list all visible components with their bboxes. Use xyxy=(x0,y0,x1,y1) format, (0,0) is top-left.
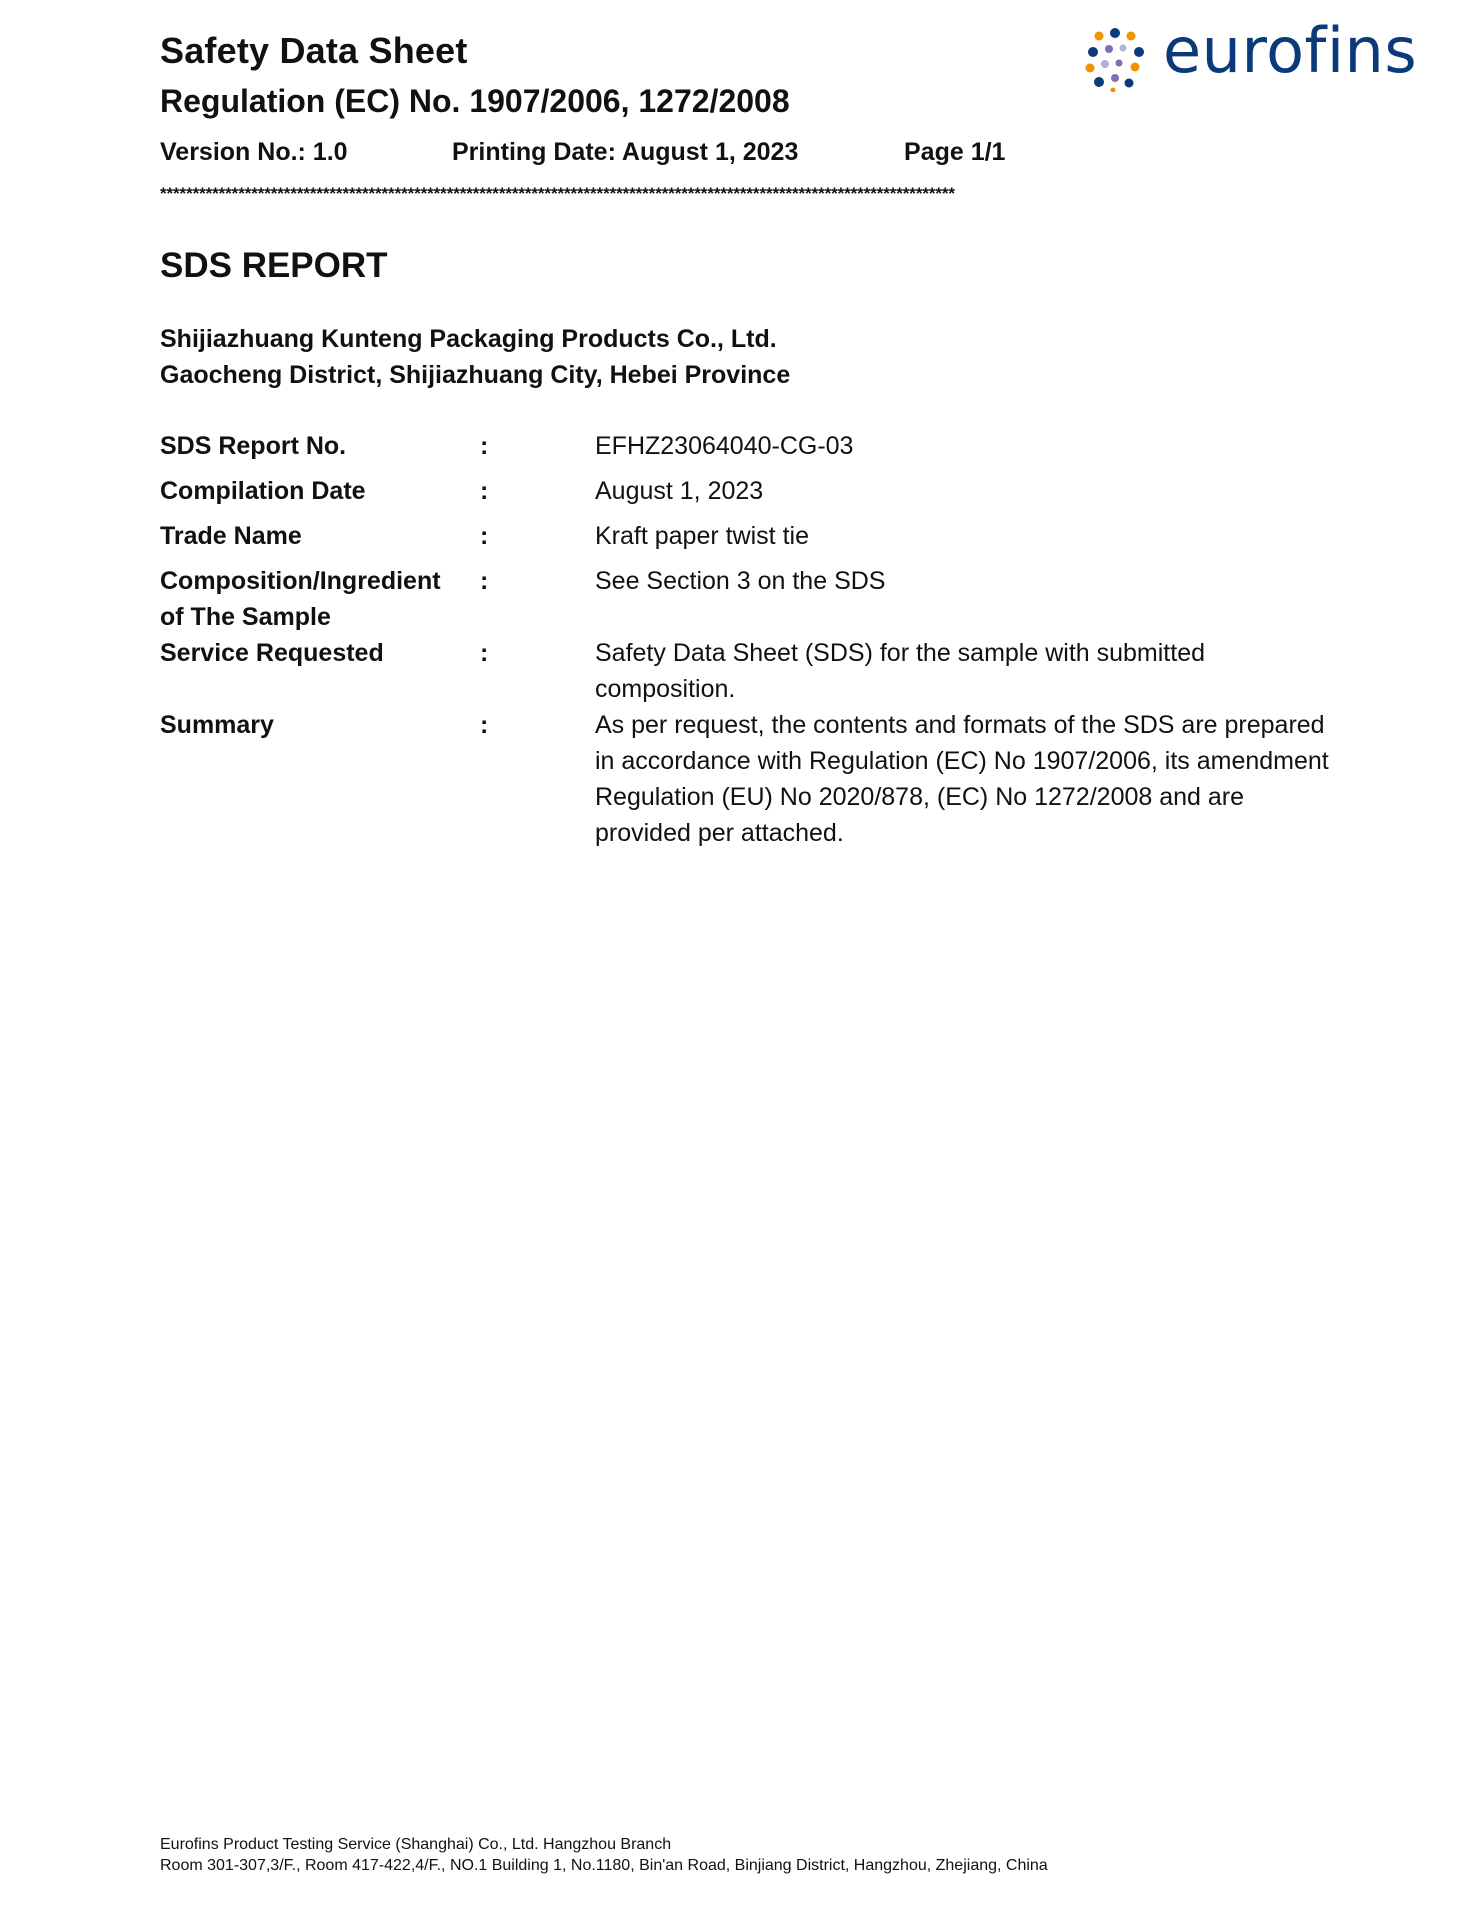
eurofins-dots-icon xyxy=(1085,28,1149,92)
separator-line: ************************************************************************************************************************** xyxy=(160,184,955,203)
page-number: Page 1/1 xyxy=(904,138,1006,166)
field-value-trade-name: Kraft paper twist tie xyxy=(595,522,809,550)
field-label-compilation-date: Compilation Date xyxy=(160,477,366,505)
company-block xyxy=(160,321,790,393)
field-colon: : xyxy=(480,567,489,595)
footer-company: Eurofins Product Testing Service (Shanghai) Co., Ltd. Hangzhou Branch xyxy=(160,1836,672,1853)
field-value-summary: As per request, the contents and formats of the SDS are prepared in accordance with Regulation (EC) No 1907/2006, its amendment Regulation (EU) No 2020/878, (EC) No 1272/2008 and are provided per attached. xyxy=(595,711,1329,847)
field-label-report-no: SDS Report No. xyxy=(160,432,347,460)
printing-date: Printing Date: August 1, 2023 xyxy=(452,138,799,166)
page-footer xyxy=(160,1834,1048,1876)
regulation-line: Regulation (EC) No. 1907/2006, 1272/2008 xyxy=(160,83,790,119)
field-value-service-requested: Safety Data Sheet (SDS) for the sample with submitted composition. xyxy=(595,639,1205,703)
report-title: SDS REPORT xyxy=(160,246,388,285)
company-name: Shijiazhuang Kunteng Packaging Products Co., Ltd. xyxy=(160,325,777,353)
field-colon: : xyxy=(480,432,489,460)
footer-address: Room 301-307,3/F., Room 417-422,4/F., NO.1 Building 1, No.1180, Bin'an Road, Binjiang District, Hangzhou, Zhejiang, China xyxy=(160,1857,1048,1874)
field-label-composition: Composition/Ingredient of The Sample xyxy=(160,567,441,631)
field-label-summary: Summary xyxy=(160,711,274,739)
eurofins-logo xyxy=(1085,14,1418,96)
version-number: Version No.: 1.0 xyxy=(160,138,348,166)
logo-wordmark: eurofins xyxy=(1163,14,1418,87)
field-value-report-no: EFHZ23064040-CG-03 xyxy=(595,432,854,460)
company-address: Gaocheng District, Shijiazhuang City, Hebei Province xyxy=(160,361,791,389)
field-colon: : xyxy=(480,477,489,505)
field-colon: : xyxy=(480,711,489,739)
field-label-service-requested: Service Requested xyxy=(160,639,384,667)
field-colon: : xyxy=(480,522,489,550)
field-colon: : xyxy=(480,639,489,667)
field-value-compilation-date: August 1, 2023 xyxy=(595,477,764,505)
document-title: Safety Data Sheet xyxy=(160,30,468,71)
field-label-trade-name: Trade Name xyxy=(160,522,302,550)
field-value-composition: See Section 3 on the SDS xyxy=(595,567,886,595)
